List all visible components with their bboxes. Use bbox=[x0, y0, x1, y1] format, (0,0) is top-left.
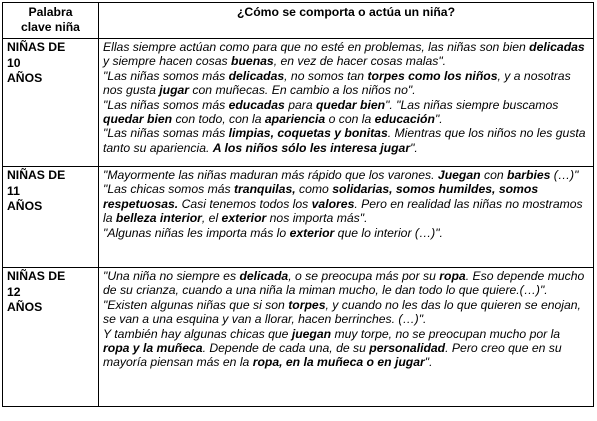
quote bbox=[103, 298, 589, 327]
quote-text: muy torpe, no se preocupan mucho por la bbox=[331, 326, 561, 341]
quote-text: , no somos tan bbox=[284, 68, 368, 83]
quote-keyword: ropa, en la muñeca o en jugar bbox=[252, 355, 425, 370]
quote-text: Casi tenemos todos los bbox=[178, 196, 312, 211]
table-header-row bbox=[3, 3, 594, 39]
quote-keyword: barbies bbox=[507, 168, 551, 182]
quote-keyword: ropa y la muñeca bbox=[103, 341, 203, 356]
row-key-line2: 11 bbox=[7, 183, 20, 198]
header-col1-line1: Palabra bbox=[28, 5, 73, 19]
quote-keyword: ropa bbox=[439, 269, 466, 283]
quote-keyword: personalidad bbox=[369, 341, 446, 356]
quote-keyword: educación bbox=[374, 112, 435, 127]
quote-text: Ellas siempre actúan como para que no esté en problemas, las niñas son bien bbox=[103, 40, 530, 54]
quote-keyword: tranquilas, bbox=[234, 182, 296, 197]
quote-text: con todo, con la bbox=[172, 112, 265, 127]
quote-text: "Las niñas somos más bbox=[103, 68, 229, 83]
row-quotes bbox=[99, 268, 594, 407]
quote-text: "Mayormente las niñas maduran más rápido que los varones. bbox=[103, 168, 438, 182]
row-key-line1: NIÑAS DE bbox=[7, 40, 66, 54]
row-key bbox=[3, 167, 99, 268]
quote-keyword: belleza interior bbox=[115, 211, 202, 226]
quote-text: , en vez de hacer cosas malas". bbox=[273, 54, 447, 69]
quote-text: (…)" bbox=[550, 168, 579, 182]
quote-text: ". "Las niñas siempre buscamos bbox=[385, 97, 559, 112]
quote-text: Y también hay algunas chicas que bbox=[103, 326, 292, 341]
quote-keyword: torpes como los niños bbox=[367, 68, 498, 83]
quote-keyword: educadas bbox=[228, 97, 285, 112]
row-key-line3: AÑOS bbox=[7, 199, 43, 214]
quote-text: como bbox=[295, 182, 333, 197]
table-row bbox=[3, 167, 594, 268]
quote-text: , y cuando no les das lo que quieren se enojan, se van a una esquina y van a llorar, hacen berrinches. (…)". bbox=[103, 297, 581, 327]
quote bbox=[103, 269, 589, 298]
quote-keyword: Juegan bbox=[437, 168, 481, 182]
quote-keyword: solidarias, somos humildes, somos respetuosas. bbox=[103, 182, 539, 211]
quote-text: . Pero en realidad las niñas no mostramos la bbox=[103, 196, 583, 226]
quote-keyword: juegan bbox=[291, 326, 332, 341]
quote-keyword: exterior bbox=[221, 211, 267, 226]
quote-text: "Las niñas somos más bbox=[103, 97, 229, 112]
quote-text: . Eso depende mucho de su crianza, cuando a una niña la miman mucho, le dan todo lo que quiere.(…)". bbox=[103, 269, 585, 298]
table-row bbox=[3, 39, 594, 167]
row-key-line3: AÑOS bbox=[7, 300, 43, 315]
quote-text: para bbox=[284, 97, 316, 112]
quote-text: . Depende de cada una, de su bbox=[202, 341, 370, 356]
quote-keyword: apariencia bbox=[264, 112, 326, 127]
quote-text: "Las niñas somas más bbox=[103, 126, 229, 141]
quote bbox=[103, 168, 589, 182]
quote bbox=[103, 126, 589, 155]
quote-keyword: jugar bbox=[159, 83, 190, 98]
row-key-line2: 12 bbox=[7, 284, 21, 299]
quote-text: que lo interior (…)". bbox=[334, 225, 443, 240]
row-key bbox=[3, 39, 99, 167]
quote-text: . Pero creo que en su mayoría piensan más en la bbox=[103, 341, 562, 370]
quote bbox=[103, 69, 589, 98]
quote-keyword: quedar bien bbox=[315, 97, 386, 112]
quote-text: "Las chicas somos más bbox=[103, 182, 234, 197]
header-col1-line2: clave niña bbox=[21, 20, 80, 34]
quote-keyword: valores bbox=[311, 196, 355, 211]
quote-keyword: torpes bbox=[288, 297, 326, 312]
row-key-line3: AÑOS bbox=[7, 71, 43, 86]
quote-text: y siempre hacen cosas bbox=[103, 54, 232, 69]
quote-text: , o se preocupa más por su bbox=[288, 269, 440, 283]
table-row bbox=[3, 268, 594, 407]
quote-text: , el bbox=[201, 211, 222, 226]
quote-text: o con la bbox=[325, 112, 375, 127]
row-quotes bbox=[99, 167, 594, 268]
quote-keyword: delicadas bbox=[529, 40, 585, 54]
quote bbox=[103, 327, 589, 370]
quote-text: , y a nosotras nos gusta bbox=[103, 68, 571, 98]
quote-keyword: A los niños sólo les interesa jugar bbox=[212, 140, 411, 155]
header-palabra-clave bbox=[3, 3, 99, 39]
header-pregunta: ¿Cómo se comporta o actúa un niña? bbox=[99, 3, 594, 39]
quote-keyword: delicadas bbox=[228, 68, 285, 83]
row-key-line1: NIÑAS DE bbox=[7, 168, 66, 182]
row-key bbox=[3, 268, 99, 407]
comportamiento-table bbox=[2, 2, 594, 407]
quote-text: con bbox=[480, 168, 508, 182]
quote-text: "Algunas niñas les importa más lo bbox=[103, 225, 290, 240]
quote bbox=[103, 40, 589, 69]
quote-text: "Una niña no siempre es bbox=[103, 269, 240, 283]
quote-text: . Mientras que los niños no les gusta tanto su apariencia. bbox=[103, 126, 586, 155]
quote-keyword: limpias, coquetas y bonitas bbox=[228, 126, 388, 141]
quote-text: ". bbox=[410, 140, 418, 155]
row-key-line2: 10 bbox=[7, 55, 21, 70]
quote bbox=[103, 98, 589, 127]
quote-text: con muñecas. En cambio a los niños no". bbox=[189, 83, 416, 98]
quote-keyword: buenas bbox=[231, 54, 274, 69]
quote-text: nos importa más". bbox=[266, 211, 368, 226]
quote bbox=[103, 226, 589, 240]
quote-text: ". bbox=[424, 355, 433, 370]
quote bbox=[103, 182, 589, 225]
row-quotes bbox=[99, 39, 594, 167]
row-key-line1: NIÑAS DE bbox=[7, 269, 66, 283]
quote-keyword: delicada bbox=[239, 269, 289, 283]
quote-text: ". bbox=[434, 112, 443, 127]
quote-text: "Existen algunas niñas que si son bbox=[103, 297, 289, 312]
quote-keyword: exterior bbox=[289, 225, 335, 240]
quote-keyword: quedar bien bbox=[103, 112, 173, 127]
